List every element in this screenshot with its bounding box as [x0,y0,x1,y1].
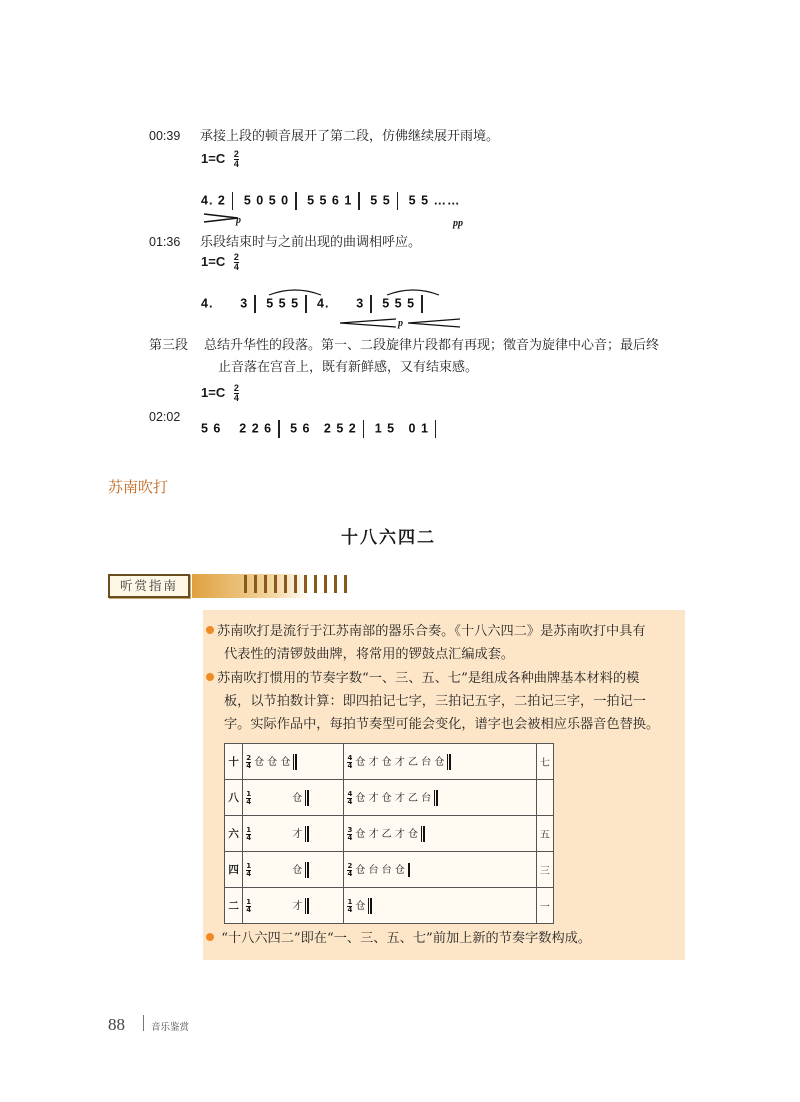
row-tail: 七 [536,744,553,780]
row-head: 八 [225,780,243,816]
seg4-key-signature [201,384,239,403]
seg2-dynamic-pp: pp [453,218,463,229]
bullet-2-line2: 板，以节拍数计算：即四拍记七字，三拍记五字，二拍记三字，一拍记一 [224,694,646,709]
seg3-notation [201,295,429,313]
row-right-cell: $\frac{1}{4}$ 仓 [344,888,536,924]
seg3-note-1: 4. [201,296,214,311]
seg2-description: 承接上段的顿音展开了第二段，仿佛继续展开雨境。 [200,129,500,144]
seg3-key-signature [201,253,239,272]
row-right-cell: $\frac{3}{4}$ 仓 才 乙 才 仓 [344,816,536,852]
seg4-notation [201,420,442,438]
listening-guide-banner [108,572,310,600]
seg4-note-4: 2 5 2 [323,421,357,436]
seg2-note-4: 5 5 6 1 [307,193,353,208]
seg2-key: 1=C [201,150,226,166]
piece-title: 十八六四二 [341,528,436,548]
table-row [225,852,554,888]
seg2-note-3: 5 0 5 0 [243,193,290,208]
seg3-key: 1=C [201,253,226,269]
seg3-note-2: 3 [240,296,249,311]
row-right-cell: $\frac{2}{4}$ 仓 台 台 仓 [344,852,536,888]
listening-guide-label: 听赏指南 [108,574,190,598]
table-row [225,780,554,816]
seg4-description-line1: 总结升华性的段落。第一、二段旋律片段都有再现；徵音为旋律中心音；最后终 [204,338,660,353]
bullet-dot-icon [206,933,214,941]
seg3-meter: $\frac{2}{4}$ [233,252,239,272]
seg4-note-2: 2 2 6 [239,421,273,436]
banner-stripes-icon [244,575,354,593]
timestamp-seg3: 01:36 [149,235,181,249]
seg3-note-4: 4. [317,296,330,311]
page-number: 88 [108,1015,125,1034]
row-head: 十 [225,744,243,780]
seg3-slur-icon [265,287,325,297]
rhythm-table [224,743,554,924]
table-row [225,744,554,780]
seg3-note-6: 5 5 5 [382,296,416,311]
row-left-cell: $\frac{1}{4}$ 才 [243,888,344,924]
bullet-3: “十八六四二”即在“一、三、五、七”前加上新的节奏字数构成。 [206,929,591,949]
seg4-note-3: 5 6 [290,421,311,436]
table-row [225,816,554,852]
seg2-notation [201,192,461,210]
row-right-cell: $\frac{4}{4}$ 仓 才 仓 才 乙 台 [344,780,536,816]
bullet-2-line1: 苏南吹打惯用的节奏字数“一、三、五、七”是组成各种曲牌基本材料的模 [206,669,639,689]
row-tail [536,780,553,816]
seg2-note-5: 5 5 [370,193,391,208]
row-left-cell: $\frac{1}{4}$ 才 [243,816,344,852]
bullet-2-line3: 字。实际作品中，每拍节奏型可能会变化，谱字也会被相应乐器音色替换。 [224,717,660,732]
timestamp-seg4: 02:02 [149,410,181,424]
seg4-description-line2: 止音落在宫音上，既有新鲜感，又有结束感。 [218,360,479,375]
seg2-note-1: 4. [201,193,214,208]
seg2-meter: $\frac{2}{4}$ [233,149,239,169]
bullet-dot-icon [206,673,214,681]
bullet-1-line2: 代表性的清锣鼓曲牌，将常用的锣鼓点汇编成套。 [224,647,515,662]
row-left-cell: $\frac{1}{4}$ 仓 [243,780,344,816]
timestamp-seg2: 00:39 [149,129,181,143]
row-tail: 三 [536,852,553,888]
row-right-cell: $\frac{4}{4}$ 仓 才 仓 才 乙 台 仓 [344,744,536,780]
row-head: 四 [225,852,243,888]
seg3-note-3: 5 5 5 [266,296,300,311]
seg2-note-2: 2 [217,193,226,208]
row-tail: 一 [536,888,553,924]
seg4-key: 1=C [201,384,226,400]
seg4-note-1: 5 6 [201,421,222,436]
seg2-dynamic-p: p [236,215,241,226]
row-left-cell: $\frac{1}{4}$ 仓 [243,852,344,888]
seg3-note-5: 3 [356,296,365,311]
seg4-note-6: 0 1 [408,421,429,436]
section-title: 苏南吹打 [108,478,169,496]
seg4-note-5: 1 5 [374,421,396,436]
row-head: 六 [225,816,243,852]
bullet-dot-icon [206,626,214,634]
seg3-dynamic-p: p [398,318,403,329]
seg4-label: 第三段 [149,338,189,353]
seg3-slur-icon-2 [383,287,443,297]
seg2-note-6: 5 5 …… [408,193,461,208]
row-left-cell: $\frac{2}{4}$ 仓 仓 仓 [243,744,344,780]
table-row [225,888,554,924]
seg3-description: 乐段结束时与之前出现的曲调相呼应。 [200,235,422,250]
row-head: 二 [225,888,243,924]
book-title: 音乐鉴赏 [151,1022,190,1033]
seg4-meter: $\frac{2}{4}$ [233,383,239,403]
bullet-1-line1: 苏南吹打是流行于江苏南部的器乐合奏。《十八六四二》是苏南吹打中具有 [206,622,646,642]
footer-divider [143,1015,144,1031]
row-tail: 五 [536,816,553,852]
seg2-key-signature [201,150,239,169]
